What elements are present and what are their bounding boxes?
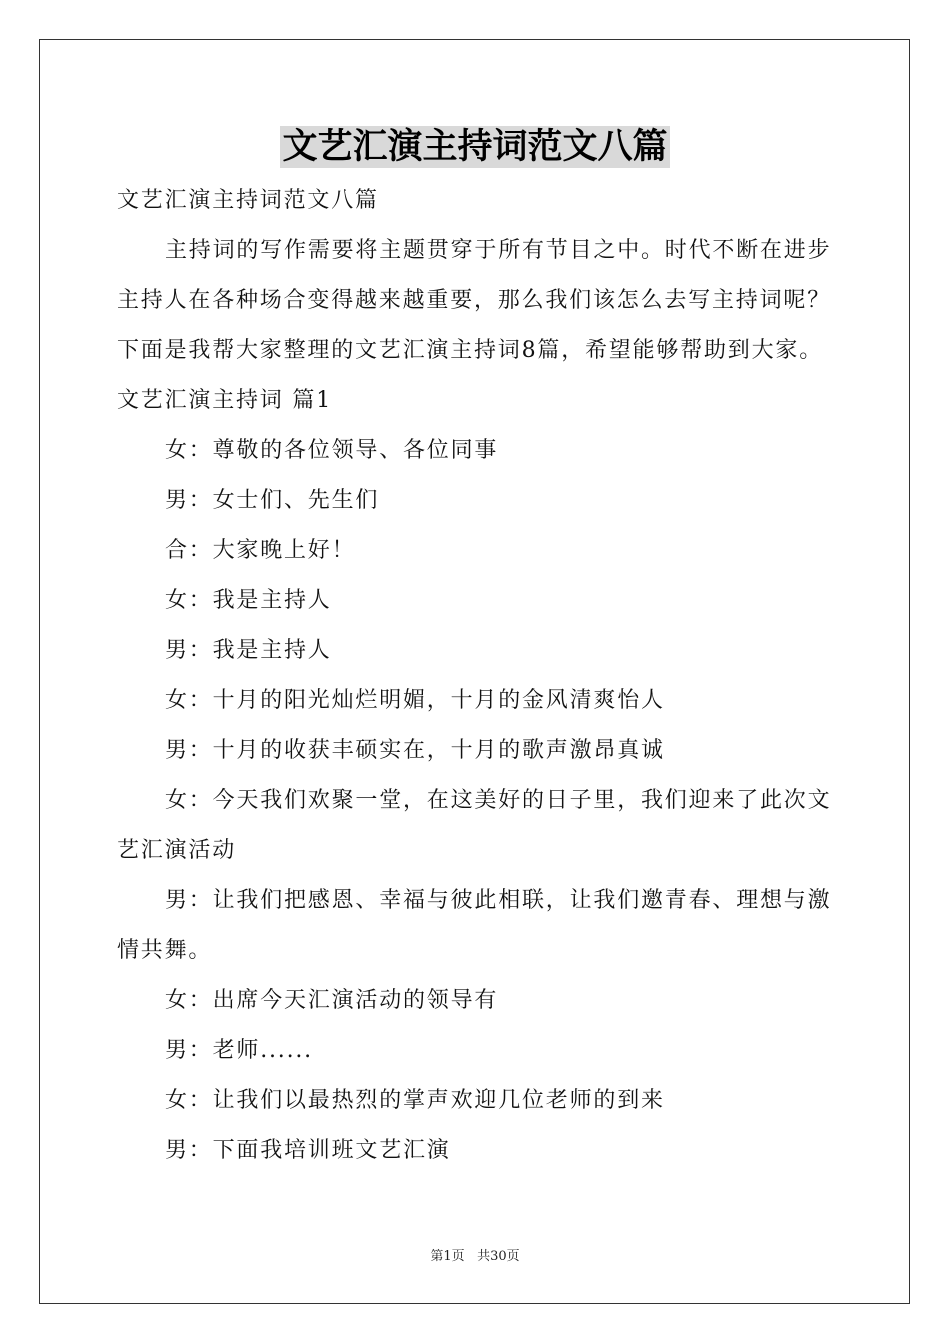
text-line: 男：女士们、先生们	[165, 488, 380, 513]
text-line: 艺汇演活动	[117, 838, 237, 863]
document-body	[117, 176, 839, 1176]
text-line: 情共舞。	[117, 938, 213, 963]
text-line: 男：我是主持人	[165, 638, 332, 663]
page-number: 第1页	[430, 1249, 465, 1264]
text-line: 女：让我们以最热烈的掌声欢迎几位老师的到来	[165, 1088, 665, 1113]
text-line: 女：今天我们欢聚一堂，在这美好的日子里，我们迎来了此次文	[165, 788, 832, 813]
text-line: 下面是我帮大家整理的文艺汇演主持词8篇，希望能够帮助到大家。	[117, 338, 823, 363]
page-footer	[0, 1248, 950, 1266]
text-line: 合：大家晚上好！	[165, 538, 356, 563]
title-wrap	[0, 126, 950, 168]
text-line: 女：十月的阳光灿烂明媚，十月的金风清爽怡人	[165, 688, 665, 713]
text-line: 女：我是主持人	[165, 588, 332, 613]
page-total: 共30页	[477, 1249, 520, 1264]
text-line: 男：老师......	[165, 1038, 313, 1063]
text-line: 文艺汇演主持词范文八篇	[117, 188, 379, 213]
text-line: 女：尊敬的各位领导、各位同事	[165, 438, 499, 463]
document-title: 文艺汇演主持词范文八篇	[282, 126, 668, 167]
text-line: 女：出席今天汇演活动的领导有	[165, 988, 499, 1013]
text-line: 男：十月的收获丰硕实在，十月的歌声激昂真诚	[165, 738, 665, 763]
text-line: 主持词的写作需要将主题贯穿于所有节目之中。时代不断在进步	[165, 238, 832, 263]
text-line: 男：下面我培训班文艺汇演	[165, 1138, 451, 1163]
text-line: 主持人在各种场合变得越来越重要，那么我们该怎么去写主持词呢？	[117, 288, 832, 313]
text-line: 男：让我们把感恩、幸福与彼此相联，让我们邀青春、理想与激	[165, 888, 832, 913]
text-line: 文艺汇演主持词 篇1	[117, 388, 332, 413]
